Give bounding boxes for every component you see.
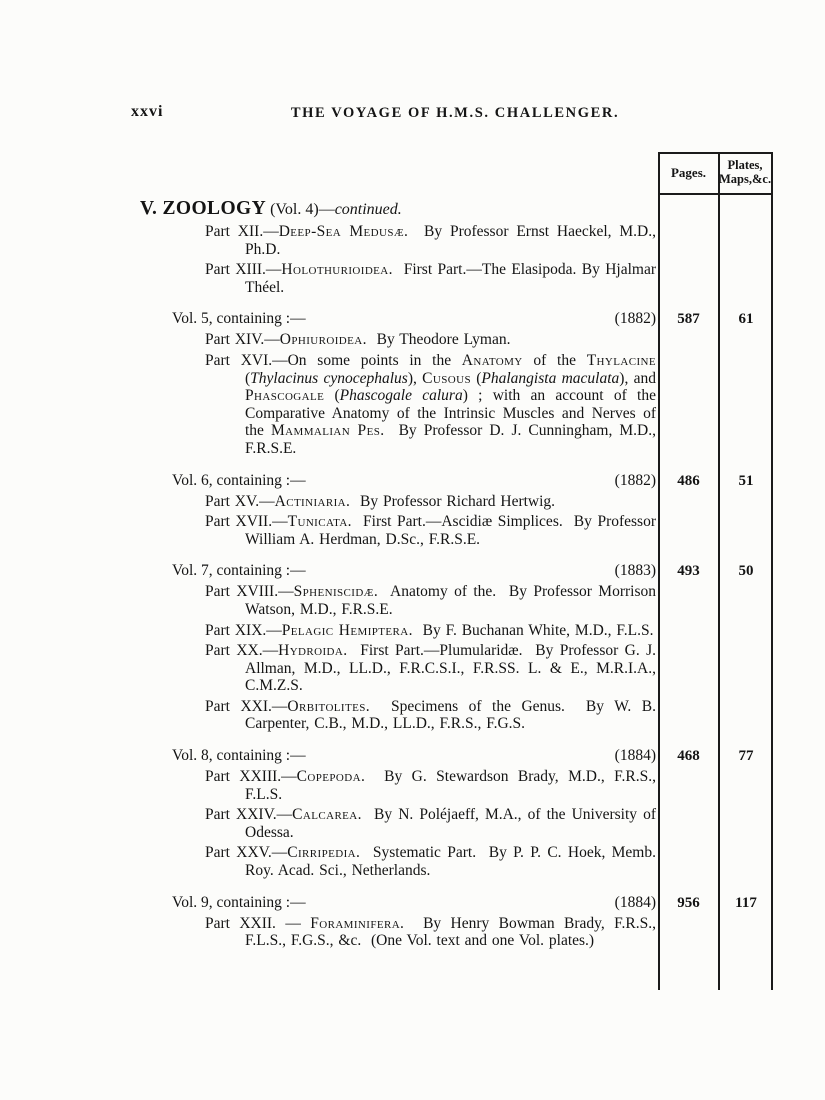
part-entry xyxy=(140,806,656,841)
running-title: THE VOYAGE OF H.M.S. CHALLENGER. xyxy=(290,105,620,121)
text-segment: ), and xyxy=(619,369,656,387)
text-segment: continued. xyxy=(334,201,402,218)
text-segment: Specimens of the Genus. By W. B. Carpenter, C.B., M.D., LL.D., F.R.S., F.G.S. xyxy=(245,697,656,733)
volume-label: Vol. 5, containing :— xyxy=(172,310,306,328)
column-header-plates xyxy=(719,158,771,186)
volume-label: Vol. 6, containing :— xyxy=(172,471,306,489)
text-segment: By Theodore Lyman. xyxy=(366,331,511,349)
part-entry xyxy=(140,352,656,458)
text-segment: Phascogale calura xyxy=(339,387,463,405)
volume-line xyxy=(140,472,656,490)
volume-line xyxy=(140,747,656,765)
plates-value: 61 xyxy=(738,311,754,328)
text-segment: Pelagic Hemiptera. xyxy=(281,621,413,639)
part-entry xyxy=(140,768,656,803)
text-segment: Orbitolites. xyxy=(287,697,370,715)
part-entry xyxy=(140,622,656,640)
volume-label: Vol. 7, containing :— xyxy=(172,562,306,580)
volume-section xyxy=(140,747,754,880)
volume-section xyxy=(140,310,754,457)
part-entry xyxy=(140,223,656,258)
text-segment: By Professor Ernst Haeckel, M.D., Ph.D. xyxy=(245,223,656,258)
text-segment: By N. Poléjaeff, M.A., of the University of Odessa. xyxy=(245,806,656,841)
text-segment: ) ; with an account of the Comparative Anatomy of the Intrinsic Muscles and Nerves of the xyxy=(245,387,656,440)
text-segment: Part XX.— xyxy=(205,642,279,660)
text-segment: Actiniaria. xyxy=(274,492,351,510)
volume-line xyxy=(140,310,656,328)
text-segment: Deep-Sea Medusæ. xyxy=(278,223,409,240)
volume-line xyxy=(140,562,656,580)
section-title xyxy=(140,198,656,220)
volume-line xyxy=(140,894,656,912)
page-number: xxvi xyxy=(131,103,164,120)
text-segment: (Vol. 4)— xyxy=(266,201,335,218)
volume-year: (1882) xyxy=(614,310,656,328)
pages-value: 956 xyxy=(677,894,700,911)
text-segment: Phalangista maculata xyxy=(481,369,620,387)
part-entry xyxy=(140,493,656,511)
pages-value: 587 xyxy=(677,311,700,328)
text-segment: Thylacinus cynocephalus xyxy=(250,369,408,387)
zoology-heading-section xyxy=(140,198,656,296)
volume-section xyxy=(140,471,754,549)
text-segment: By Henry Bowman Brady, F.R.S., F.L.S., F.G.S., &c. (One Vol. text and one Vol. plates.) xyxy=(245,914,656,950)
text-segment: Part XXII. — xyxy=(205,914,311,932)
text-segment: Part XVIII.— xyxy=(205,583,294,601)
volume-label: Vol. 9, containing :— xyxy=(172,893,306,911)
part-entry xyxy=(140,331,656,349)
part-entry xyxy=(140,583,656,618)
text-segment: Cirripedia. xyxy=(287,844,361,862)
text-segment: V. ZOOLOGY xyxy=(140,198,267,219)
volume-label: Vol. 8, containing :— xyxy=(172,747,306,765)
plates-value: 50 xyxy=(738,563,754,580)
volume-section xyxy=(140,893,757,950)
text-segment: Part XVII.— xyxy=(205,513,288,531)
text-segment: Part XIV.— xyxy=(205,331,280,349)
text-segment: Hydroida. xyxy=(278,642,348,660)
text-segment: First Part.—The Elasipoda. By Hjalmar Théel. xyxy=(245,261,656,296)
table-border-top xyxy=(658,152,773,154)
table-header-rule xyxy=(658,193,773,195)
part-entry xyxy=(140,642,656,695)
text-segment: Holothurioidea. xyxy=(281,261,393,279)
text-segment: ( xyxy=(324,387,340,405)
volume-section xyxy=(140,562,754,733)
text-segment: Part XXIII.— xyxy=(205,768,297,786)
pages-value: 486 xyxy=(677,472,700,489)
text-segment: By Professor Richard Hertwig. xyxy=(350,492,556,510)
text-segment: Part XXV.— xyxy=(205,844,288,862)
text-segment: Cusous xyxy=(422,369,471,387)
column-header-pages: Pages. xyxy=(670,165,707,180)
text-segment: By G. Stewardson Brady, M.D., F.R.S., F.L.S. xyxy=(245,768,657,803)
text-segment: Part XXI.— xyxy=(205,697,288,715)
text-segment: Anatomy of the. By Professor Morrison Watson, M.D., F.R.S.E. xyxy=(245,583,656,618)
volume-year: (1882) xyxy=(614,471,656,489)
part-entry xyxy=(140,915,656,950)
part-entry xyxy=(140,844,656,879)
text-segment: of the xyxy=(522,351,587,369)
text-segment: ), xyxy=(407,369,423,387)
text-segment: First Part.—Plumularidæ. By Professor G. J. Allman, M.D., LL.D., F.R.C.S.I., F.R.SS. L. & E., M.R.I.A., C.M.Z.S. xyxy=(245,642,656,695)
text-segment: Systematic Part. By P. P. C. Hoek, Memb. Roy. Acad. Sci., Netherlands. xyxy=(245,844,656,880)
text-segment: By Professor D. J. Cunningham, M.D., F.R.S.E. xyxy=(245,422,657,457)
column-header-plates-line1: Plates, xyxy=(727,158,763,172)
volume-year: (1884) xyxy=(614,893,656,911)
text-segment: Ophiuroidea. xyxy=(279,331,367,349)
column-header-plates-line2: Maps,&c. xyxy=(719,172,772,186)
text-segment: Thylacine xyxy=(586,351,656,369)
text-segment: Mammalian Pes. xyxy=(271,422,385,440)
text-segment: Anatomy xyxy=(461,351,523,369)
part-entry xyxy=(140,513,656,548)
content-column xyxy=(140,198,757,950)
text-segment: ( xyxy=(470,369,482,387)
text-segment: Foraminifera. xyxy=(310,914,405,932)
pages-value: 468 xyxy=(677,748,700,765)
text-segment: Part XVI.—On some points in the xyxy=(205,351,462,369)
text-segment: First Part.—Ascidiæ Simplices. By Professor William A. Herdman, D.Sc., F.R.S.E. xyxy=(245,513,656,548)
plates-value: 51 xyxy=(738,472,754,489)
volume-year: (1883) xyxy=(614,562,656,580)
text-segment: Spheniscidæ. xyxy=(293,583,379,601)
plates-value: 117 xyxy=(735,894,757,911)
text-segment: ( xyxy=(245,369,251,387)
text-segment: By F. Buchanan White, M.D., F.L.S. xyxy=(412,621,654,639)
text-segment: Phascogale xyxy=(245,387,325,405)
text-segment: Part XXIV.— xyxy=(205,806,293,824)
text-segment: Part XIX.— xyxy=(205,621,282,639)
text-segment: Copepoda. xyxy=(296,768,366,786)
text-segment: Part XII.— xyxy=(205,223,279,240)
volume-year: (1884) xyxy=(614,747,656,765)
part-entry xyxy=(140,261,656,296)
pages-value: 493 xyxy=(677,563,700,580)
part-entry xyxy=(140,698,656,733)
text-segment: Part XIII.— xyxy=(205,261,282,279)
plates-value: 77 xyxy=(738,748,754,765)
text-segment: Calcarea. xyxy=(292,806,362,824)
text-segment: Part XV.— xyxy=(205,492,275,510)
text-segment: Tunicata. xyxy=(287,513,352,531)
